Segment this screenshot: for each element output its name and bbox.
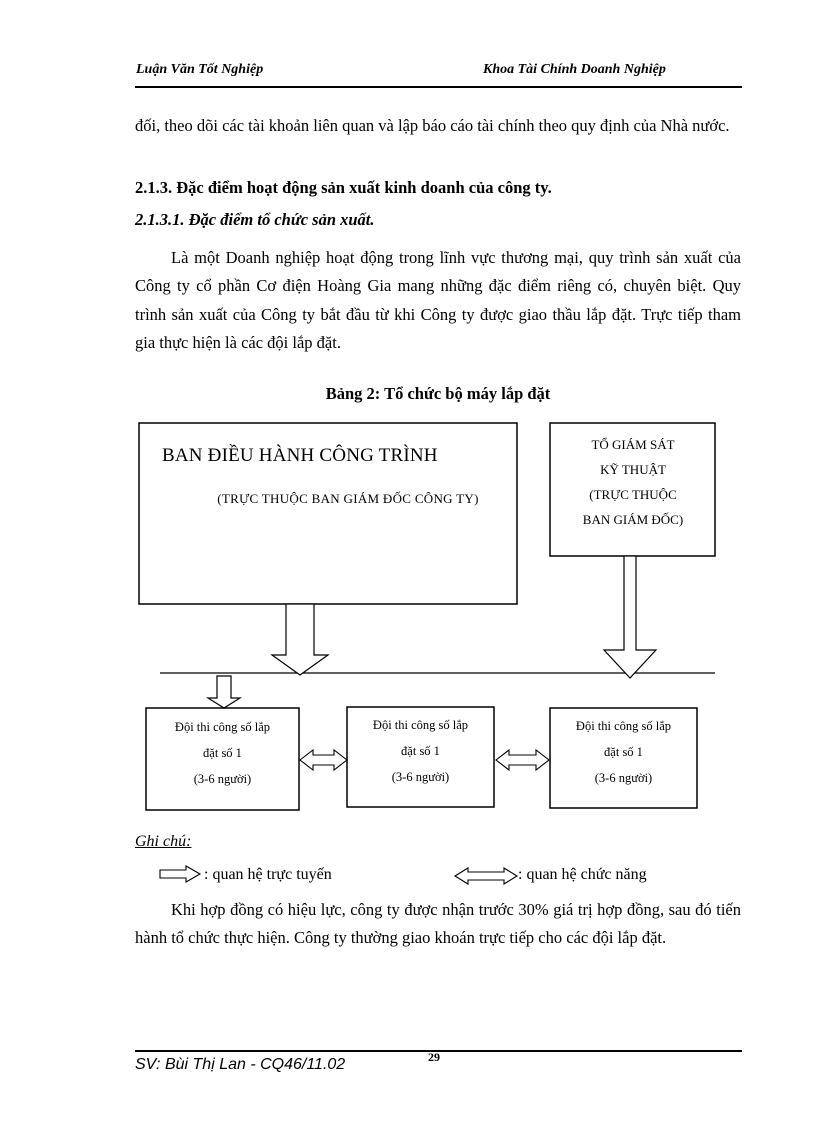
supervision-line-4: BAN GIÁM ĐỐC) [582,512,684,527]
down-arrow-team-1 [208,676,240,708]
legend-direct-text: : quan hệ trực tuyến [204,866,332,883]
management-title: BAN ĐIỀU HÀNH CÔNG TRÌNH [162,445,438,466]
section-heading-2-1-3: 2.1.3. Đặc điểm hoạt động sản xuất kinh doanh của công ty. [135,178,552,197]
legend-note-label: Ghi chú: [135,833,192,850]
double-arrow-team-2-3 [496,750,549,770]
paragraph-intro: Là một Doanh nghiệp hoạt động trong lĩnh vực thương mại, quy trình sản xuất của Công ty cổ phần Cơ điện Hoàng Gia mang những đặc điểm riêng có, chuyên biệt. Quy trình sản xuất của Công ty bắt đầu từ khi Công ty được giao thầu lắp đặt. Trực tiếp tham gia thực hiện là các đội lắp đặt. [135,248,741,352]
supervision-box-text [552,432,714,532]
header-left-title: Luận Văn Tốt Nghiệp [136,62,264,77]
management-subtitle: (TRỰC THUỘC BAN GIÁM ĐỐC CÔNG TY) [217,491,479,506]
legend-functional-text: : quan hệ chức năng [518,866,647,883]
supervision-line-1: TỔ GIÁM SÁT [591,437,675,452]
header-right-title: Khoa Tài Chính Doanh Nghiệp [483,62,666,77]
supervision-line-2: KỸ THUẬT [600,462,666,477]
supervision-line-3: (TRỰC THUỘC [589,487,677,502]
down-arrow-management [272,604,328,675]
team-3-line-3: (3-6 người) [594,771,653,785]
legend-functional-arrow-icon [455,868,517,884]
section-heading-2-1-3-1: 2.1.3.1. Đặc điểm tổ chức sản xuất. [135,210,375,229]
team-2-line-1: Đội thi công số lắp [372,718,469,732]
team-2-line-3: (3-6 người) [391,770,450,784]
team-1-line-3: (3-6 người) [193,772,252,786]
team-1-line-2: đặt số 1 [203,746,242,760]
legend-direct-arrow-icon [160,866,200,882]
team-box-2 [347,712,494,790]
double-arrow-team-1-2 [300,750,347,770]
paragraph-continued: đối, theo dõi các tài khoản liên quan và lập báo cáo tài chính theo quy định của Nhà nước. [135,116,730,135]
page-number: 29 [428,1050,440,1064]
paragraph-after-diagram: Khi hợp đồng có hiệu lực, công ty được nhận trước 30% giá trị hợp đồng, sau đó tiến hành tổ chức thực hiện. Công ty thường giao khoán trực tiếp cho các đội lắp đặt. [135,900,741,948]
diagram-caption: Bảng 2: Tổ chức bộ máy lắp đặt [325,384,551,403]
team-box-1 [146,714,299,792]
down-arrow-supervision [604,556,656,678]
team-box-3 [550,713,697,791]
team-3-line-2: đặt số 1 [604,745,643,759]
team-2-line-2: đặt số 1 [401,744,440,758]
team-3-line-1: Đội thi công số lắp [575,719,672,733]
footer-student: SV: Bùi Thị Lan - CQ46/11.02 [135,1056,346,1073]
team-1-line-1: Đội thi công số lắp [174,720,271,734]
